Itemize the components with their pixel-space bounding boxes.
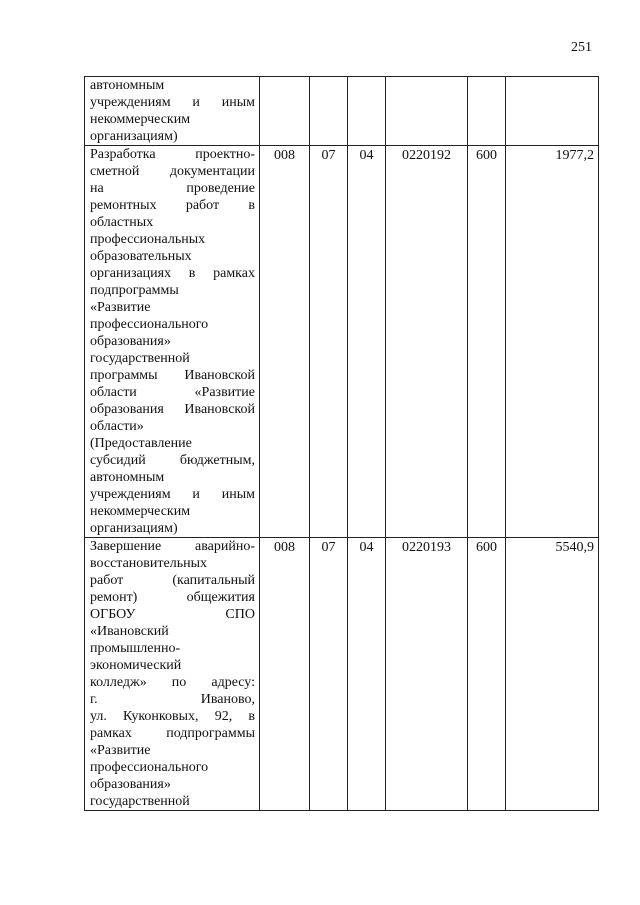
description-line: Завершение аварийно-: [90, 539, 255, 554]
description-line: учреждениям и иным: [90, 487, 255, 502]
amount-cell: 5540,9: [506, 538, 599, 811]
table-row: [85, 538, 599, 811]
admin-code-cell: [260, 77, 310, 146]
subsection-code-cell: 04: [348, 146, 386, 538]
description-line: восстановительных: [90, 556, 207, 571]
description-line: субсидий бюджетным,: [90, 453, 255, 468]
section-code-cell: 07: [310, 538, 348, 811]
description-line: «Развитие: [90, 300, 151, 315]
description-line: г. Иваново,: [90, 692, 255, 707]
description-line: организациям): [90, 129, 178, 144]
description-line: на проведение: [90, 181, 255, 196]
description-line: ремонт) общежития: [90, 590, 255, 605]
admin-code-cell: 008: [260, 538, 310, 811]
description-line: образовательных: [90, 249, 192, 264]
admin-code-cell: 008: [260, 146, 310, 538]
description-line: ремонтных работ в: [90, 198, 255, 213]
description-line: (Предоставление: [90, 436, 192, 451]
description-cell: [85, 77, 260, 146]
description-line: профессионального: [90, 317, 209, 332]
description-line: рамках подпрограммы: [90, 726, 255, 741]
description-line: Разработка проектно-: [90, 147, 255, 162]
description-line: ул. Куконковых, 92, в: [90, 709, 255, 724]
description-line: колледж» по адресу:: [90, 675, 255, 690]
description-line: работ (капитальный: [90, 573, 255, 588]
description-line: автономным: [90, 78, 165, 93]
description-line: профессионального: [90, 760, 209, 775]
expense-type-cell: [468, 77, 506, 146]
description-line: ОГБОУ СПО: [90, 607, 255, 622]
description-line: государственной: [90, 351, 190, 366]
description-line: сметной документации: [90, 164, 255, 179]
description-line: государственной: [90, 794, 190, 809]
table-body: [85, 77, 599, 811]
description-line: экономический: [90, 658, 182, 673]
description-line: области»: [90, 419, 144, 434]
expense-type-cell: 600: [468, 146, 506, 538]
description-line: автономным: [90, 470, 165, 485]
description-cell: [85, 146, 260, 538]
description-line: некоммерческим: [90, 504, 191, 519]
description-line: программы Ивановской: [90, 368, 255, 383]
target-article-cell: [386, 77, 468, 146]
target-article-cell: 0220193: [386, 538, 468, 811]
description-cell: [85, 538, 260, 811]
subsection-code-cell: [348, 77, 386, 146]
amount-cell: 1977,2: [506, 146, 599, 538]
description-line: образования»: [90, 777, 171, 792]
description-line: некоммерческим: [90, 112, 191, 127]
description-line: «Развитие: [90, 743, 151, 758]
expense-type-cell: 600: [468, 538, 506, 811]
description-line: промышленно-: [90, 641, 181, 656]
description-line: организациях в рамках: [90, 266, 255, 281]
target-article-cell: 0220192: [386, 146, 468, 538]
amount-cell: [506, 77, 599, 146]
budget-table: [84, 76, 599, 811]
description-line: области «Развитие: [90, 385, 255, 400]
description-line: образования Ивановской: [90, 402, 255, 417]
section-code-cell: 07: [310, 146, 348, 538]
section-code-cell: [310, 77, 348, 146]
description-line: «Ивановский: [90, 624, 169, 639]
table-row: [85, 77, 599, 146]
description-line: областных: [90, 215, 154, 230]
description-line: учреждениям и иным: [90, 95, 255, 110]
description-line: подпрограммы: [90, 283, 179, 298]
page-number: 251: [571, 40, 592, 55]
table-row: [85, 146, 599, 538]
subsection-code-cell: 04: [348, 538, 386, 811]
description-line: профессиональных: [90, 232, 206, 247]
description-line: организациям): [90, 521, 178, 536]
description-line: образования»: [90, 334, 171, 349]
